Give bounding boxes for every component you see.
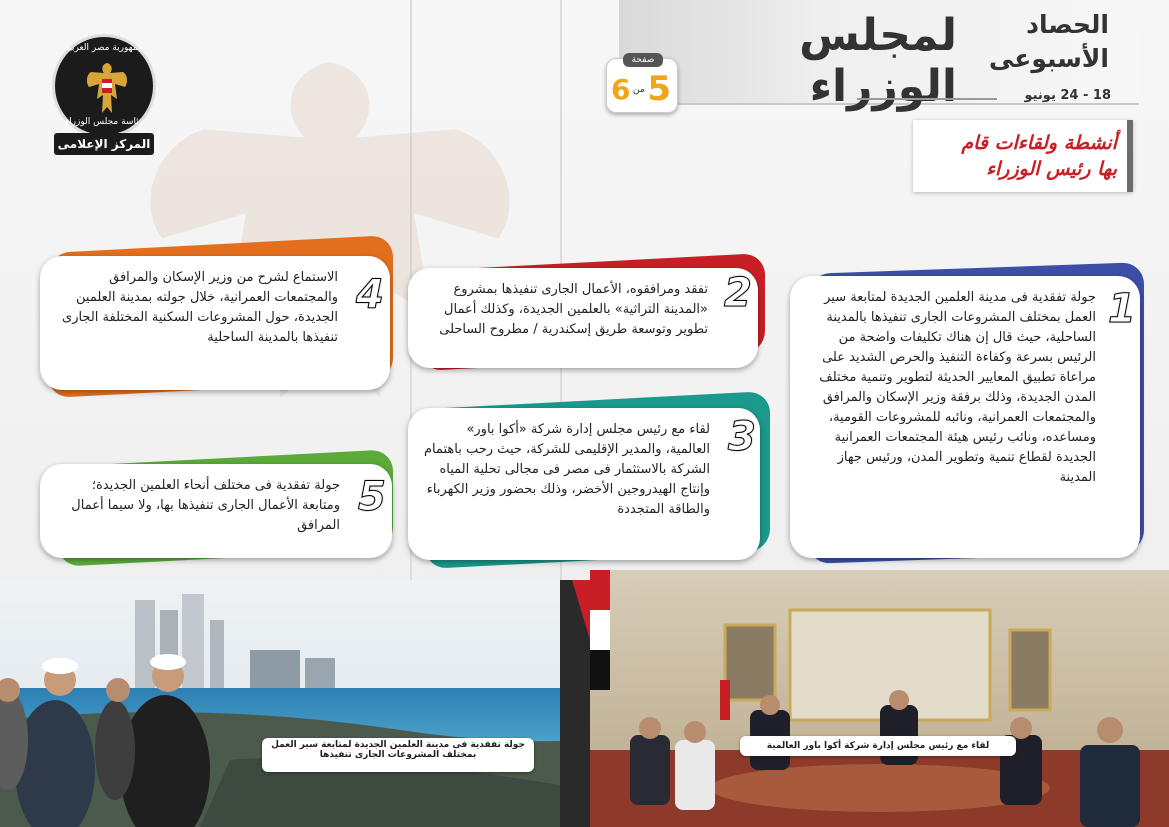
meeting-photo-caption: لقاء مع رئيس مجلس إدارة شركة أكوا باور العالمية: [740, 736, 1016, 756]
card-3-number: 3: [728, 414, 756, 460]
card-2-text: تفقد ومرافقوه، الأعمال الجارى تنفيذها بمشروع «المدينة التراثية» بالعلمين الجديدة، وكذلك أعمال تطوير وتوسعة طريق إسكندرية / مطروح الساحلى: [439, 282, 708, 337]
page-title: لمجلس الوزراء: [799, 10, 957, 112]
subtitle-weekly: [969, 8, 1109, 76]
cabinet-logo: [52, 34, 156, 138]
tour-photo-scene: [0, 580, 590, 827]
meeting-photo-scene: [590, 570, 1169, 827]
meeting-photo: [590, 570, 1169, 827]
logo-text-bottom: رئاسة مجلس الوزراء: [64, 117, 144, 127]
page-label: صفحة: [623, 53, 663, 67]
section-line-1: أنشطة ولقاءات قام: [961, 132, 1117, 154]
tour-caption-line-1: جولة تفقدية فى مدينة العلمين الجديدة لمتابعة سير العمل: [271, 740, 525, 750]
card-3: [408, 408, 760, 560]
date-range: 18 - 24 يونيو: [857, 88, 1117, 108]
card-2-number: 2: [724, 270, 752, 316]
logo-text-top: جمهورية مصر العربية: [64, 43, 144, 53]
page-current: 5: [647, 69, 671, 109]
card-4: [40, 256, 390, 390]
card-1-number: 1: [1108, 286, 1136, 332]
subtitle-line-2: الأسبوعى: [988, 44, 1109, 73]
card-3-text: لقاء مع رئيس مجلس إدارة شركة «أكوا باور» العالمية، والمدير الإقليمى للشركة، حيث رحب باهتمام الشركة بالاستثمار فى مصر فى مجالى تحلية المياه وإنتاج الهيدروجين الأخضر، وذلك بحضور وزير الكهرباء والطاقة المتجددة: [423, 422, 710, 517]
card-1: [790, 276, 1140, 558]
tour-caption-line-2: بمختلف المشروعات الجارى تنفيذها: [319, 750, 477, 760]
subtitle-line-1: الحصاد: [1026, 10, 1109, 39]
card-5: [40, 464, 392, 558]
card-1-text: جولة تفقدية فى مدينة العلمين الجديدة لمتابعة سير العمل بمختلف المشروعات الجارى تنفيذها بالمدينة الساحلية، حيث قال إن هناك تكليفات واضحة من الرئيس بسرعة وكفاءة التنفيذ والحرص الشديد على مراعاة تطبيق المعايير الحديثة لتطوير وتنمية مختلف المدن الجديدة، وذلك برفقة وزير الإسكان والمرافق والمجتمعات العمرانية، ونائبه للمشروعات القومية، ومساعده، ونائب رئيس هيئة المجتمعات العمرانية الجديدة لقطاع تنمية وتطوير المدن، ورئيس جهاز المدينة: [819, 290, 1096, 485]
section-line-2: بها رئيس الوزراء: [986, 158, 1117, 180]
card-4-text: الاستماع لشرح من وزير الإسكان والمرافق والمجتمعات العمرانية، خلال جولته بمدينة العلمين الجديدة، حول المشروعات السكنية المختلفة الجارى تنفيذها بالمدينة الساحلية: [62, 270, 338, 345]
eagle-icon: [85, 61, 129, 117]
section-tag: [913, 120, 1133, 192]
card-2: [408, 268, 758, 368]
card-5-number: 5: [358, 474, 386, 520]
page-total: 6: [611, 73, 631, 106]
page-indicator: [606, 55, 678, 113]
logo-banner: المركز الإعلامى: [54, 133, 154, 155]
card-5-text: جولة تفقدية فى مختلف أنحاء العلمين الجديدة؛ ومتابعة الأعمال الجارى تنفيذها بها، ولا سيما أعمال المرافق: [71, 478, 340, 533]
tour-photo-caption: [262, 738, 534, 772]
tour-photo: [0, 580, 590, 827]
card-4-number: 4: [356, 272, 384, 318]
page-of: من: [633, 85, 645, 95]
